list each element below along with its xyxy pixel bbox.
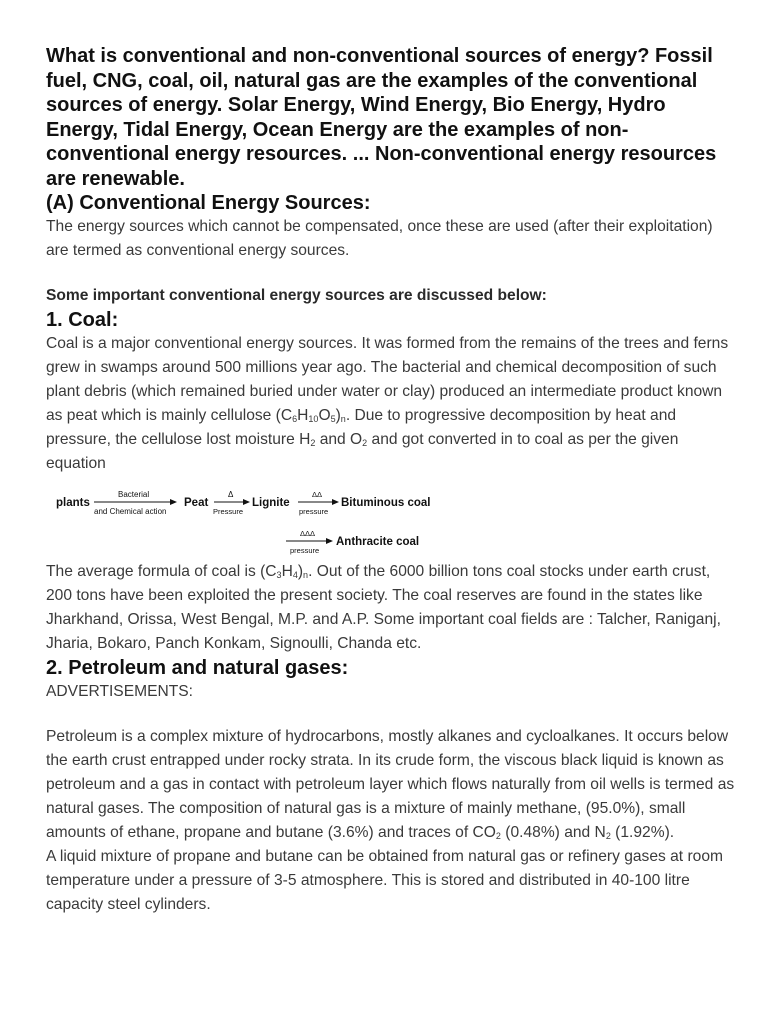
petroleum-text: Petroleum is a complex mixture of hydrocarbons, mostly alkanes and cycloalkanes. It occurs below the earth crust entrapped under rocky strata. In its crude form, the viscous black liquid is known as petroleum and a gas in contact with petroleum layer which flows naturally from oil wells is termed as natural gases. The composition of natural gas is a mixture of mainly methane, (95.0%), small amounts of ethane, propane and butane (3.6%) and traces of $CO_2$ (0.48%) and $N_2$ (1.92%). <box>46 728 735 841</box>
lpg-text: A liquid mixture of propane and butane can be obtained from natural gas or refinery gases at room temperature under a pressure of 3-5 atmosphere. This is stored and distributed in 40-100 litre capacity steel cylinders. <box>46 848 724 913</box>
lead-text: Some important conventional energy sources are discussed below: <box>46 287 547 304</box>
coal-equation-diagram <box>46 476 736 560</box>
coal-equation <box>46 476 736 560</box>
eq-pressure-3: pressure <box>290 546 320 555</box>
eq-bacterial: Bacterial <box>118 490 150 499</box>
eq-pressure-1: Pressure <box>213 507 244 516</box>
coal-heading: 1. Coal: <box>46 309 119 331</box>
eq-peat: Peat <box>184 497 209 509</box>
petroleum-heading: 2. Petroleum and natural gases: <box>46 657 349 679</box>
eq-delta-3: ΔΔΔ <box>300 529 316 538</box>
coal-formula-text: The average formula of coal is $(C_3H_4)_n$. Out of the 6000 billion tons coal stocks under earth crust, 200 tons have been exploited the present society. The coal reserves are found in the states like Jharkhand, Orissa, West Bengal, M.P. and A.P. Some important coal fields are : Talcher, Raniganj, Jharia, Bokaro, Panch Konkam, Signoulli, Chanda etc. <box>46 563 721 652</box>
eq-plants: plants <box>56 497 90 509</box>
advertisements-label: ADVERTISEMENTS: <box>46 683 194 700</box>
coal-text: Coal is a major conventional energy sources. It was formed from the remains of the trees and ferns grew in swamps around 500 millions year ago. The bacterial and chemical decomposition of such plant debris (which remained buried under water or clay) produced an intermediate product known as peat which is mainly cellulose $(C_6H_{10}O_5)_n$. Due to progressive decomposition by heat and pressure, the cellulose lost moisture $H_2$ and $O_2$ and got converted in to coal as per the given equation <box>46 335 729 472</box>
eq-delta-2: ΔΔ <box>312 490 323 499</box>
section-a-text: The energy sources which cannot be compensated, once these are used (after their exploitation) are termed as conventional energy sources. <box>46 218 713 259</box>
eq-bituminous: Bituminous coal <box>341 497 431 509</box>
eq-chem-action: and Chemical action <box>94 507 167 516</box>
eq-delta-1: Δ <box>228 490 234 499</box>
eq-pressure-2: pressure <box>299 507 329 516</box>
eq-anthracite: Anthracite coal <box>336 536 420 548</box>
eq-lignite: Lignite <box>252 497 290 509</box>
article <box>46 44 736 917</box>
section-a-heading: (A) Conventional Energy Sources: <box>46 192 371 214</box>
intro-heading: What is conventional and non-conventional sources of energy? Fossil fuel, CNG, coal, oil, natural gas are the examples of the conventional sources of energy. Solar Energy, Wind Energy, Bio Energy, Hydro Energy, Tidal Energy, Ocean Energy are the examples of non-conventional energy resources. ... Non-conventional energy resources are renewable. <box>46 45 717 190</box>
